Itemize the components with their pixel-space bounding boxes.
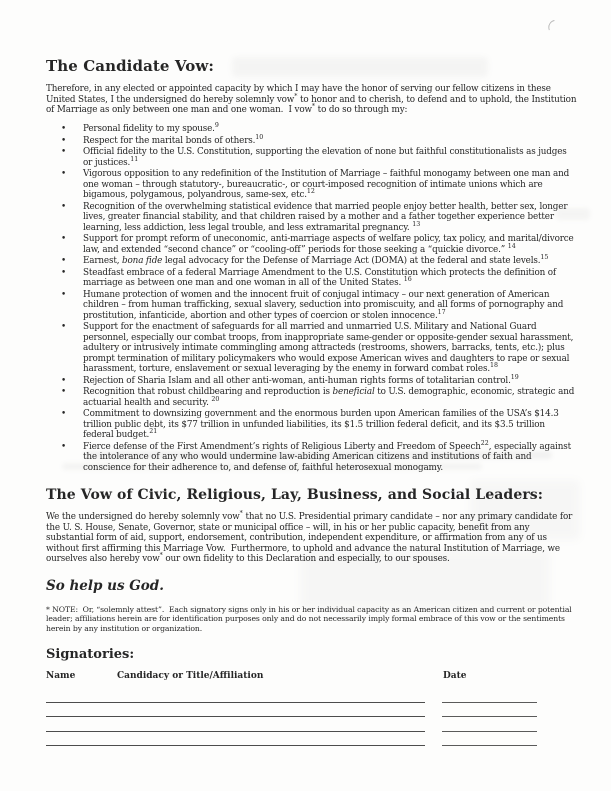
text-segment: Vigorous opposition to any redefinition of the Institution of Marriage – faithful monogamy between one man and one woman – through statutory-, bureaucratic-, or court-imposed recognition of intimate unions which are bigamous, polygamous, polyandrous, same-sex, etc. <box>83 169 572 201</box>
footnote-marker: 17 <box>437 308 446 316</box>
signature-line-date <box>442 731 537 732</box>
text-segment: to do so through my: <box>315 105 408 115</box>
text-segment: We the undersigned do hereby solemnly vow <box>46 512 240 523</box>
bullet-icon: • <box>61 201 67 212</box>
vow-bullet-item <box>46 387 577 408</box>
vow-bullet-item <box>46 202 577 234</box>
leaders-vow-heading: The Vow of Civic, Religious, Lay, Business, and Social Leaders: <box>46 487 544 504</box>
text-segment: legal advocacy for the Defense of Marriage Act (DOMA) at the federal and state levels. <box>162 256 541 267</box>
candidate-vow-heading: The Candidate Vow: <box>46 57 215 75</box>
vow-bullet-item <box>46 268 577 289</box>
vow-bullet-item <box>46 169 577 201</box>
text-segment: , especially against the intolerance of any who would undermine law-abiding American citizens and institutions of faith and conscience for their adherence to, and defense of, faithful heterosexual monogamy. <box>83 441 574 473</box>
vow-bullet-text <box>83 373 577 387</box>
text-segment: our own fidelity to this Declaration and especially, to our spouses. <box>162 554 450 565</box>
text-segment: Official fidelity to the U.S. Constitution, supporting the elevation of none but faithful constitutionalists as judges or justices. <box>83 147 570 168</box>
vow-bullet-text <box>83 290 577 322</box>
bullet-icon: • <box>61 135 67 146</box>
vow-bullet-item <box>46 147 577 168</box>
signature-line-name-affiliation <box>46 716 425 717</box>
bullet-icon: • <box>61 322 67 333</box>
bullet-icon: • <box>61 256 67 267</box>
vow-bullet-text <box>83 268 577 289</box>
signature-line-date <box>442 702 537 703</box>
vow-bullet-text <box>83 124 577 135</box>
bullet-icon: • <box>61 289 67 300</box>
footnote-marker: 16 <box>403 276 412 284</box>
text-segment: Support for the enactment of safeguards for all married and unmarried U.S. Military and National Guard personnel, especially our combat troops, from inappropriate same-gender or opposite-gender sexual harassment, adultery or intrusively intimate commingling among attracteds (restrooms, showers, barracks, tents, etc.); plus prompt termination of military policymakers who would expose American wives and daughters to rape or sexual harassment, torture, enslavement or sexual leveraging by the enemy in forward combat roles. <box>83 322 576 375</box>
signature-row <box>46 717 577 732</box>
footnote-marker: 22 <box>480 439 489 447</box>
text-segment: bona fide <box>122 256 163 267</box>
bullet-icon: • <box>61 267 67 278</box>
text-segment: Recognition of the overwhelming statistical evidence that married people enjoy better health, better sex, longer lives, greater financial stability, and that children raised by a mother and a father together experience better learning, less addiction, less legal trouble, and less extramarital pregnancy. <box>83 201 571 233</box>
footnote-marker: * <box>311 103 316 111</box>
footnote-marker: * <box>294 92 298 100</box>
footnote-marker: 10 <box>255 133 264 141</box>
text-segment: Commitment to downsizing government and the enormous burden upon American families of the USA’s $14.3 trillion public debt, its $77 trillion in unfunded liabilities, its $1.5 trillion federal deficit, and its $3.5 trillion federal budget. <box>83 409 562 441</box>
bullet-icon: • <box>61 147 67 158</box>
vow-bullet-text <box>83 133 577 147</box>
vow-bullet-text <box>83 202 577 234</box>
footnote-marker: 20 <box>211 395 220 403</box>
signature-line-date <box>442 716 537 717</box>
signature-row <box>46 703 577 718</box>
bullet-icon: • <box>61 169 67 180</box>
vow-bullet-item <box>46 133 577 147</box>
leaders-vow-body <box>46 512 577 565</box>
vow-bullet-item <box>46 322 577 375</box>
bullet-icon: • <box>61 409 67 420</box>
vow-bullet-text <box>83 439 577 474</box>
footnote-marker: 14 <box>507 242 516 250</box>
footnote-marker: 18 <box>490 362 499 370</box>
text-segment: to honor and to cherish, to defend and to uphold, the Institution of Marriage as only between one man and one woman. I vow <box>46 94 580 115</box>
signature-line-name-affiliation <box>46 731 425 732</box>
column-header-name: Name <box>46 671 76 682</box>
text-segment: Personal fidelity to my spouse. <box>83 124 215 135</box>
text-segment: Support for prompt reform of uneconomic, anti-marriage aspects of welfare policy, tax policy, and marital/divorce law, and extended “second chance” or “cooling-off” periods for those seeking a “quickie divorce.” <box>83 234 577 255</box>
signature-line-name-affiliation <box>46 702 425 703</box>
text-segment: Respect for the marital bonds of others. <box>83 135 256 146</box>
vow-bullet-text <box>83 387 577 408</box>
signature-row <box>46 688 577 703</box>
footnote-marker: 12 <box>306 188 315 196</box>
text-segment: to U.S. demographic, economic, strategic and actuarial health and security. <box>83 387 577 408</box>
text-segment: beneficial <box>332 387 375 398</box>
bullet-icon: • <box>61 375 67 386</box>
candidate-vow-intro <box>46 84 580 116</box>
footnote-marker: * <box>239 510 243 518</box>
signatories-column-headers <box>46 671 577 681</box>
vow-bullet-item <box>46 256 577 267</box>
vow-bullet-text <box>83 409 577 441</box>
vow-bullet-text <box>83 256 577 267</box>
closing-line: So help us God. <box>46 577 164 594</box>
footnote-marker: 11 <box>130 155 139 163</box>
footnote-marker: * <box>159 552 163 560</box>
footnote-text: * NOTE: Or, “solemnly attest”. Each signatory signs only in his or her individual capacity as an American citizen and current or potential leader; affiliations herein are for identification purposes only and do not necessarily imply formal embrace of this vow or the sentiments herein by any institution or organization. <box>46 604 575 633</box>
vow-bullet-item <box>46 290 577 322</box>
vow-bullet-text <box>83 169 577 201</box>
footnote-marker: 9 <box>214 122 219 130</box>
vow-bullet-text <box>83 234 577 255</box>
signatories-heading: Signatories: <box>46 647 135 663</box>
text-segment: Therefore, in any elected or appointed capacity by which I may have the honor of serving our fellow citizens in these United States, I the undersigned do hereby solemnly vow <box>46 84 554 105</box>
vow-bullet-item <box>46 234 577 255</box>
signature-rows <box>46 688 577 746</box>
footnote-marker: 19 <box>510 373 519 381</box>
bullet-icon: • <box>61 124 67 135</box>
column-header-date: Date <box>443 671 467 682</box>
vow-bullet-text <box>83 147 577 168</box>
text-segment: Recognition that robust childbearing and reproduction is <box>83 387 333 398</box>
signature-row <box>46 732 577 747</box>
bullet-icon: • <box>61 234 67 245</box>
vow-bullet-item <box>46 124 577 135</box>
column-header-candidacy: Candidacy or Title/Affiliation <box>117 671 264 682</box>
vow-bullet-item <box>46 373 577 387</box>
text-segment: that no U.S. Presidential primary candidate – nor any primary candidate for the U. S. House, Senate, Governor, state or municipal office – will, in his or her public capacity, benefit from any substantial form of aid, support, endorsement, contribution, independent expenditure, or affirmation from any of us without first affirming this Marriage Vow. Furthermore, to uphold and advance the natural Institution of Marriage, we ourselves also hereby vow <box>46 512 575 565</box>
text-segment: Earnest, <box>83 256 123 267</box>
text-segment: Rejection of Sharia Islam and all other anti-woman, anti-human rights forms of totalitarian control. <box>83 375 511 386</box>
bullet-icon: • <box>61 387 67 398</box>
text-segment: Fierce defense of the First Amendment’s rights of Religious Liberty and Freedom of Speech <box>83 441 481 452</box>
candidate-vow-bullet-list <box>46 124 577 473</box>
signature-line-date <box>442 745 537 746</box>
footnote-marker: 15 <box>540 254 549 262</box>
text-segment: Steadfast embrace of a federal Marriage Amendment to the U.S. Constitution which protects the definition of marriage as between one man and one woman in all of the United States. <box>83 267 559 289</box>
vow-bullet-item <box>46 439 577 474</box>
vow-bullet-item <box>46 409 577 441</box>
text-segment: Humane protection of women and the innocent fruit of conjugal intimacy – our next generation of American children – from human trafficking, sexual slavery, seduction into promiscuity, and all forms of pornography and prostitution, infanticide, abortion and other types of coercion or stolen innocence. <box>83 289 566 321</box>
footnote-marker: 21 <box>149 428 158 436</box>
footnote-marker: 13 <box>412 220 421 228</box>
vow-bullet-text <box>83 322 577 375</box>
signature-line-name-affiliation <box>46 745 425 746</box>
bullet-icon: • <box>61 441 67 452</box>
